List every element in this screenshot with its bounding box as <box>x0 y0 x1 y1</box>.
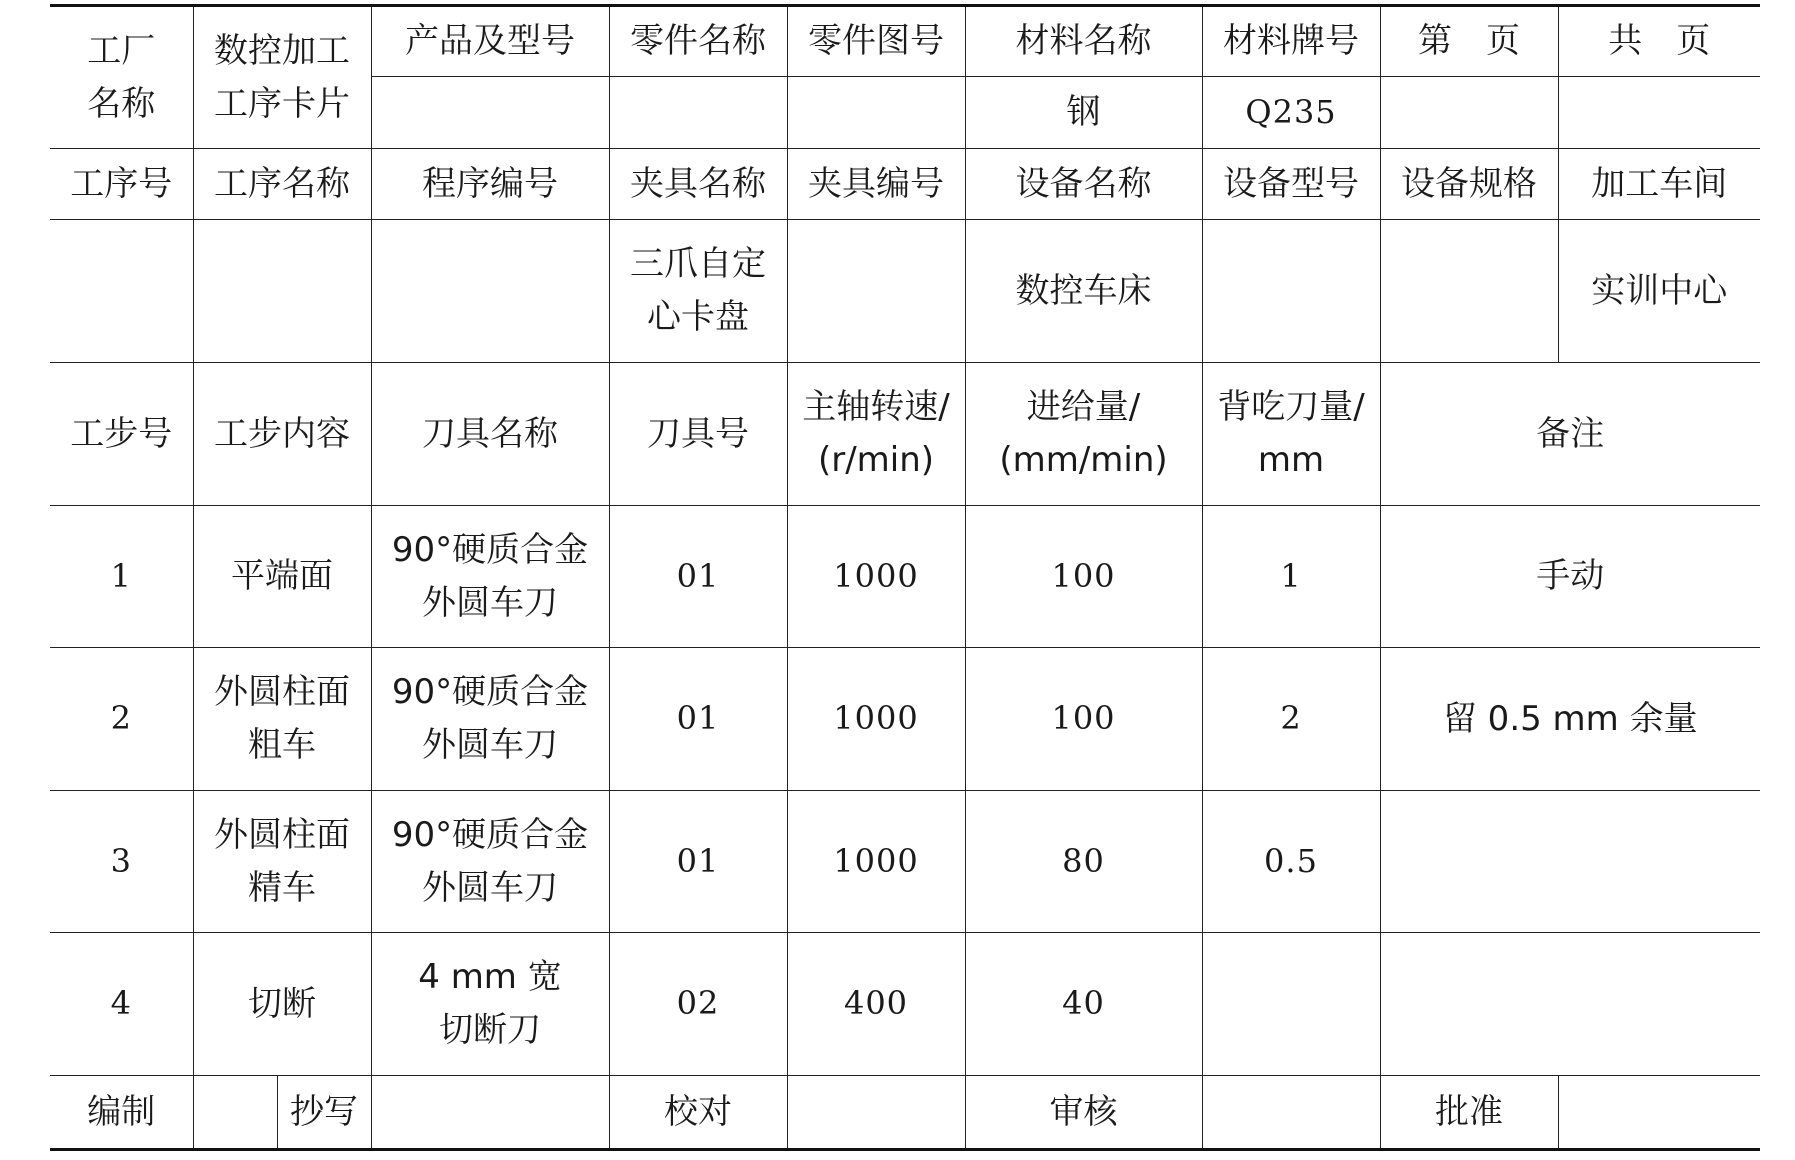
page-total-value <box>1558 77 1760 149</box>
step-no-cell: 2 <box>50 648 193 791</box>
approved-value <box>1558 1076 1760 1150</box>
spindle-speed-header: 主轴转速/ (r/min) <box>787 363 965 506</box>
fixture-name-label: 夹具名称 <box>609 149 787 220</box>
part-drawing-no-label: 零件图号 <box>787 6 965 77</box>
process-card-table <box>50 4 1760 1151</box>
header-row-labels <box>50 6 1760 77</box>
approved-label: 批准 <box>1380 1076 1558 1150</box>
part-name-value <box>609 77 787 149</box>
spindle-speed-cell: 400 <box>787 933 965 1076</box>
table-row <box>50 648 1760 791</box>
signature-row <box>50 1076 1760 1150</box>
remark-cell: 手动 <box>1380 506 1760 648</box>
feed-cell: 80 <box>965 791 1202 933</box>
tool-name-cell: 90°硬质合金 外圆车刀 <box>371 648 609 791</box>
copied-label: 抄写 <box>277 1076 371 1150</box>
equipment-name-label: 设备名称 <box>965 149 1202 220</box>
copied-value <box>371 1076 609 1150</box>
equipment-model-value <box>1202 220 1380 363</box>
process-labels-row <box>50 149 1760 220</box>
reviewed-label: 审核 <box>965 1076 1202 1150</box>
fixture-no-value <box>787 220 965 363</box>
step-no-header: 工步号 <box>50 363 193 506</box>
program-no-value <box>371 220 609 363</box>
tool-no-header: 刀具号 <box>609 363 787 506</box>
prepared-value <box>193 1076 277 1150</box>
workshop-value: 实训中心 <box>1558 220 1760 363</box>
equipment-spec-value <box>1380 220 1558 363</box>
reviewed-value <box>1202 1076 1380 1150</box>
page-total-label: 共 页 <box>1558 6 1760 77</box>
card-title: 数控加工 工序卡片 <box>193 6 371 149</box>
op-name-value <box>193 220 371 363</box>
tool-no-cell: 01 <box>609 791 787 933</box>
feed-cell: 100 <box>965 506 1202 648</box>
material-grade-value: Q235 <box>1202 77 1380 149</box>
depth-cell: 1 <box>1202 506 1380 648</box>
table-row <box>50 933 1760 1076</box>
step-content-cell: 切断 <box>193 933 371 1076</box>
spindle-speed-cell: 1000 <box>787 506 965 648</box>
feed-cell: 100 <box>965 648 1202 791</box>
equipment-model-label: 设备型号 <box>1202 149 1380 220</box>
op-no-label: 工序号 <box>50 149 193 220</box>
depth-header: 背吃刀量/ mm <box>1202 363 1380 506</box>
factory-name-label: 工厂 名称 <box>50 6 193 149</box>
material-grade-label: 材料牌号 <box>1202 6 1380 77</box>
page-no-value <box>1380 77 1558 149</box>
part-drawing-no-value <box>787 77 965 149</box>
spindle-speed-cell: 1000 <box>787 791 965 933</box>
equipment-spec-label: 设备规格 <box>1380 149 1558 220</box>
feed-cell: 40 <box>965 933 1202 1076</box>
step-content-cell: 外圆柱面 精车 <box>193 791 371 933</box>
prepared-label: 编制 <box>50 1076 193 1150</box>
depth-cell: 2 <box>1202 648 1380 791</box>
remark-cell <box>1380 933 1760 1076</box>
table-row <box>50 791 1760 933</box>
step-no-cell: 4 <box>50 933 193 1076</box>
tool-name-cell: 4 mm 宽 切断刀 <box>371 933 609 1076</box>
remark-cell: 留 0.5 mm 余量 <box>1380 648 1760 791</box>
step-no-cell: 3 <box>50 791 193 933</box>
table-row <box>50 506 1760 648</box>
product-model-label: 产品及型号 <box>371 6 609 77</box>
depth-cell: 0.5 <box>1202 791 1380 933</box>
workshop-label: 加工车间 <box>1558 149 1760 220</box>
step-no-cell: 1 <box>50 506 193 648</box>
part-name-label: 零件名称 <box>609 6 787 77</box>
feed-header: 进给量/ (mm/min) <box>965 363 1202 506</box>
step-content-header: 工步内容 <box>193 363 371 506</box>
tool-no-cell: 02 <box>609 933 787 1076</box>
program-no-label: 程序编号 <box>371 149 609 220</box>
step-content-cell: 平端面 <box>193 506 371 648</box>
checked-value <box>787 1076 965 1150</box>
tool-name-cell: 90°硬质合金 外圆车刀 <box>371 791 609 933</box>
remark-cell <box>1380 791 1760 933</box>
equipment-name-value: 数控车床 <box>965 220 1202 363</box>
fixture-name-value: 三爪自定 心卡盘 <box>609 220 787 363</box>
tool-no-cell: 01 <box>609 648 787 791</box>
material-name-value: 钢 <box>965 77 1202 149</box>
op-name-label: 工序名称 <box>193 149 371 220</box>
depth-cell <box>1202 933 1380 1076</box>
tool-no-cell: 01 <box>609 506 787 648</box>
page-no-label: 第 页 <box>1380 6 1558 77</box>
fixture-no-label: 夹具编号 <box>787 149 965 220</box>
tool-name-cell: 90°硬质合金 外圆车刀 <box>371 506 609 648</box>
remark-header: 备注 <box>1380 363 1760 506</box>
process-values-row <box>50 220 1760 363</box>
material-name-label: 材料名称 <box>965 6 1202 77</box>
op-no-value <box>50 220 193 363</box>
checked-label: 校对 <box>609 1076 787 1150</box>
tool-name-header: 刀具名称 <box>371 363 609 506</box>
step-content-cell: 外圆柱面 粗车 <box>193 648 371 791</box>
product-model-value <box>371 77 609 149</box>
steps-header-row <box>50 363 1760 506</box>
spindle-speed-cell: 1000 <box>787 648 965 791</box>
